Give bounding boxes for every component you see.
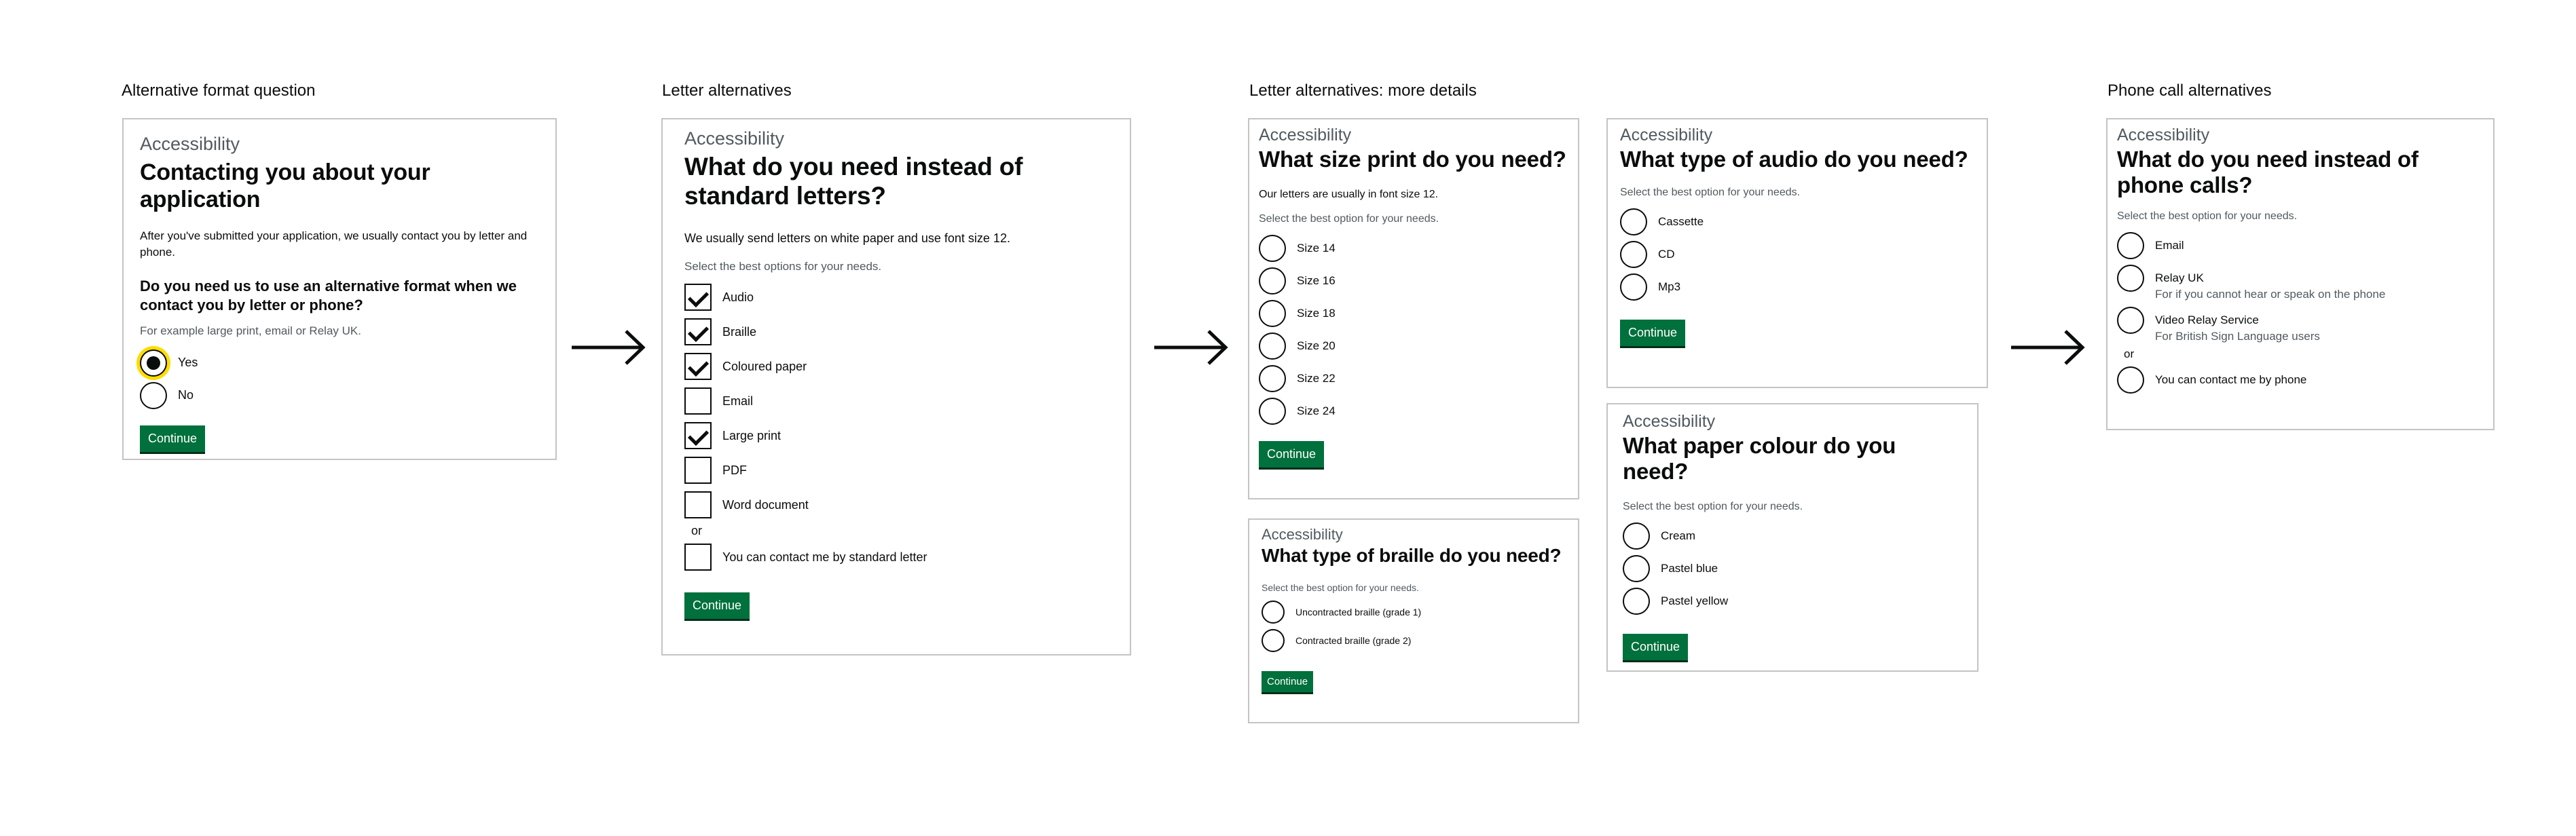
checkbox-option-word-document[interactable] <box>684 491 1108 518</box>
radio-label: Yes <box>178 356 198 370</box>
radio-label: Contracted braille (grade 2) <box>1295 635 1412 647</box>
checkbox[interactable] <box>684 457 712 484</box>
radio-list <box>1623 522 1962 615</box>
radio-label: Size 24 <box>1297 404 1336 417</box>
radio-label: CD <box>1658 248 1675 261</box>
checkbox[interactable] <box>684 353 712 380</box>
radio-label: Relay UK <box>2155 271 2204 285</box>
radio-button[interactable] <box>1620 208 1647 235</box>
options-hint: Select the best option for your needs. <box>2117 210 2298 223</box>
radio-label: Email <box>2155 239 2184 252</box>
caption: Accessibility <box>2117 126 2210 145</box>
radio-option-pastel-blue[interactable] <box>1623 555 1962 582</box>
radio-hint: For if you cannot hear or speak on the phone <box>2155 288 2386 301</box>
radio-label: Cream <box>1661 529 1696 543</box>
question-hint: For example large print, email or Relay UK. <box>140 324 361 337</box>
continue-button[interactable]: Continue <box>684 592 750 619</box>
radio-label: Size 16 <box>1297 273 1336 287</box>
body-text: We usually send letters on white paper and use font size 12. <box>684 231 1010 245</box>
radio-option-size-18[interactable] <box>1259 300 1568 327</box>
section-title-letter-alternatives: Letter alternatives <box>662 81 792 100</box>
radio-option-size-20[interactable] <box>1259 332 1568 360</box>
radio-button[interactable] <box>1623 555 1650 582</box>
radio-button[interactable] <box>1623 588 1650 615</box>
radio-option-relay-uk[interactable] <box>2117 265 2484 301</box>
radio-label: Size 18 <box>1297 306 1336 320</box>
radio-label: Video Relay Service <box>2155 314 2259 327</box>
radio-label: Mp3 <box>1658 280 1681 294</box>
radio-label: Size 20 <box>1297 339 1336 352</box>
radio-button[interactable] <box>1259 365 1286 392</box>
options-hint: Select the best options for your needs. <box>684 260 882 273</box>
continue-button[interactable]: Continue <box>1623 634 1688 660</box>
checkbox-label: Email <box>722 394 754 408</box>
continue-button[interactable]: Continue <box>1259 441 1324 468</box>
panel-print-size <box>1248 118 1579 499</box>
checkbox[interactable] <box>684 387 712 415</box>
panel-audio <box>1606 118 1988 388</box>
radio-label: Size 14 <box>1297 241 1336 254</box>
radio-option-size-24[interactable] <box>1259 398 1568 425</box>
radio-option-contracted[interactable] <box>1262 629 1566 652</box>
arrow-right-icon <box>1154 327 1229 368</box>
checkbox-label: Coloured paper <box>722 359 807 373</box>
radio-option-uncontracted[interactable] <box>1262 601 1566 624</box>
arrow-right-icon <box>572 327 646 368</box>
caption: Accessibility <box>140 134 240 154</box>
page-heading: What type of audio do you need? <box>1620 146 1968 172</box>
checkbox-list <box>684 284 1108 571</box>
options-hint: Select the best option for your needs. <box>1623 501 1803 513</box>
radio-list <box>1262 601 1566 652</box>
radio-option-size-14[interactable] <box>1259 235 1568 262</box>
radio-button[interactable] <box>2117 265 2144 292</box>
caption: Accessibility <box>684 128 785 149</box>
section-title-phone-alternatives: Phone call alternatives <box>2108 81 2272 100</box>
page-heading: What size print do you need? <box>1259 146 1566 172</box>
options-hint: Select the best option for your needs. <box>1620 187 1801 199</box>
continue-button[interactable]: Continue <box>140 425 205 452</box>
radio-option-cream[interactable] <box>1623 522 1962 550</box>
radio-label: No <box>178 388 194 402</box>
checkbox[interactable] <box>684 284 712 311</box>
checkbox-option-audio[interactable] <box>684 284 1108 311</box>
panel-alt-format <box>122 118 557 460</box>
section-title-alt-format: Alternative format question <box>122 81 316 100</box>
checkbox-option-braille[interactable] <box>684 318 1108 345</box>
body-text: After you've submitted your application, we usually contact you by letter and phone. <box>140 229 528 259</box>
radio-button[interactable] <box>1620 273 1647 301</box>
radio-button[interactable] <box>2117 232 2144 259</box>
arrow-right-icon <box>2011 327 2086 368</box>
checkbox-label: Word document <box>722 497 809 512</box>
continue-button[interactable]: Continue <box>1620 320 1685 346</box>
page-heading: What do you need instead of standard letters? <box>684 152 1023 210</box>
options-hint: Select the best option for your needs. <box>1259 212 1439 225</box>
radio-button[interactable] <box>140 349 167 377</box>
body-text: Our letters are usually in font size 12. <box>1259 189 1439 201</box>
caption: Accessibility <box>1262 526 1343 543</box>
checkbox-option-standard-letter[interactable] <box>684 544 1108 571</box>
radio-option-contact-by-phone[interactable] <box>2117 366 2484 394</box>
radio-option-mp3[interactable] <box>1620 273 1974 301</box>
radio-label: Pastel yellow <box>1661 594 1729 608</box>
radio-label: You can contact me by phone <box>2155 373 2307 387</box>
panel-braille <box>1248 518 1579 723</box>
radio-list <box>1620 208 1974 301</box>
radio-button[interactable] <box>1259 300 1286 327</box>
radio-hint: For British Sign Language users <box>2155 330 2320 343</box>
panel-phone-alternatives <box>2106 118 2495 430</box>
continue-button[interactable]: Continue <box>1262 671 1313 692</box>
or-divider: or <box>691 524 703 538</box>
radio-button[interactable] <box>1259 267 1286 294</box>
radio-button[interactable] <box>2117 307 2144 334</box>
question-legend: Do you need us to use an alternative format when we contact you by letter or phone? <box>140 277 517 314</box>
radio-option-cassette[interactable] <box>1620 208 1974 235</box>
checkbox-option-pdf[interactable] <box>684 457 1108 484</box>
checkbox-option-email[interactable] <box>684 387 1108 415</box>
caption: Accessibility <box>1259 126 1352 145</box>
page-heading: What type of braille do you need? <box>1262 545 1562 567</box>
radio-button[interactable] <box>2117 366 2144 394</box>
radio-button[interactable] <box>1259 332 1286 360</box>
radio-button[interactable] <box>140 382 167 409</box>
radio-option-email[interactable] <box>2117 232 2484 259</box>
radio-label: Uncontracted braille (grade 1) <box>1295 607 1422 618</box>
radio-label: Size 22 <box>1297 371 1336 385</box>
radio-button[interactable] <box>1262 601 1285 624</box>
radio-option-pastel-yellow[interactable] <box>1623 588 1962 615</box>
checkbox[interactable] <box>684 422 712 449</box>
radio-button[interactable] <box>1259 398 1286 425</box>
radio-option-cd[interactable] <box>1620 241 1974 268</box>
panel-letter-alternatives <box>661 118 1131 656</box>
section-title-letter-details: Letter alternatives: more details <box>1249 81 1477 100</box>
radio-button[interactable] <box>1259 235 1286 262</box>
radio-option-yes[interactable] <box>140 349 539 377</box>
radio-list <box>1259 235 1568 425</box>
page-heading: What do you need instead of phone calls? <box>2117 146 2418 198</box>
radio-label: Pastel blue <box>1661 562 1718 575</box>
or-divider: or <box>2124 347 2135 361</box>
radio-button[interactable] <box>1623 522 1650 550</box>
page-heading: What paper colour do you need? <box>1623 432 1896 484</box>
checkbox-option-large-print[interactable] <box>684 422 1108 449</box>
page-heading: Contacting you about your application <box>140 159 430 212</box>
options-hint: Select the best option for your needs. <box>1262 582 1419 594</box>
radio-button[interactable] <box>1262 629 1285 652</box>
checkbox-label: You can contact me by standard letter <box>722 550 927 564</box>
checkbox[interactable] <box>684 491 712 518</box>
checkbox-label: Audio <box>722 290 754 304</box>
radio-list <box>2117 232 2484 394</box>
radio-option-size-22[interactable] <box>1259 365 1568 392</box>
checkbox[interactable] <box>684 318 712 345</box>
caption: Accessibility <box>1620 126 1713 145</box>
panel-paper-colour <box>1606 403 1979 672</box>
radio-option-size-16[interactable] <box>1259 267 1568 294</box>
checkbox-label: PDF <box>722 463 747 477</box>
checkbox-label: Large print <box>722 428 781 442</box>
checkbox[interactable] <box>684 544 712 571</box>
caption: Accessibility <box>1623 412 1716 431</box>
radio-option-video-relay[interactable] <box>2117 307 2484 343</box>
checkbox-label: Braille <box>722 324 757 339</box>
radio-label: Cassette <box>1658 215 1704 229</box>
radio-button[interactable] <box>1620 241 1647 268</box>
checkbox-option-coloured-paper[interactable] <box>684 353 1108 380</box>
radio-option-no[interactable] <box>140 382 539 409</box>
